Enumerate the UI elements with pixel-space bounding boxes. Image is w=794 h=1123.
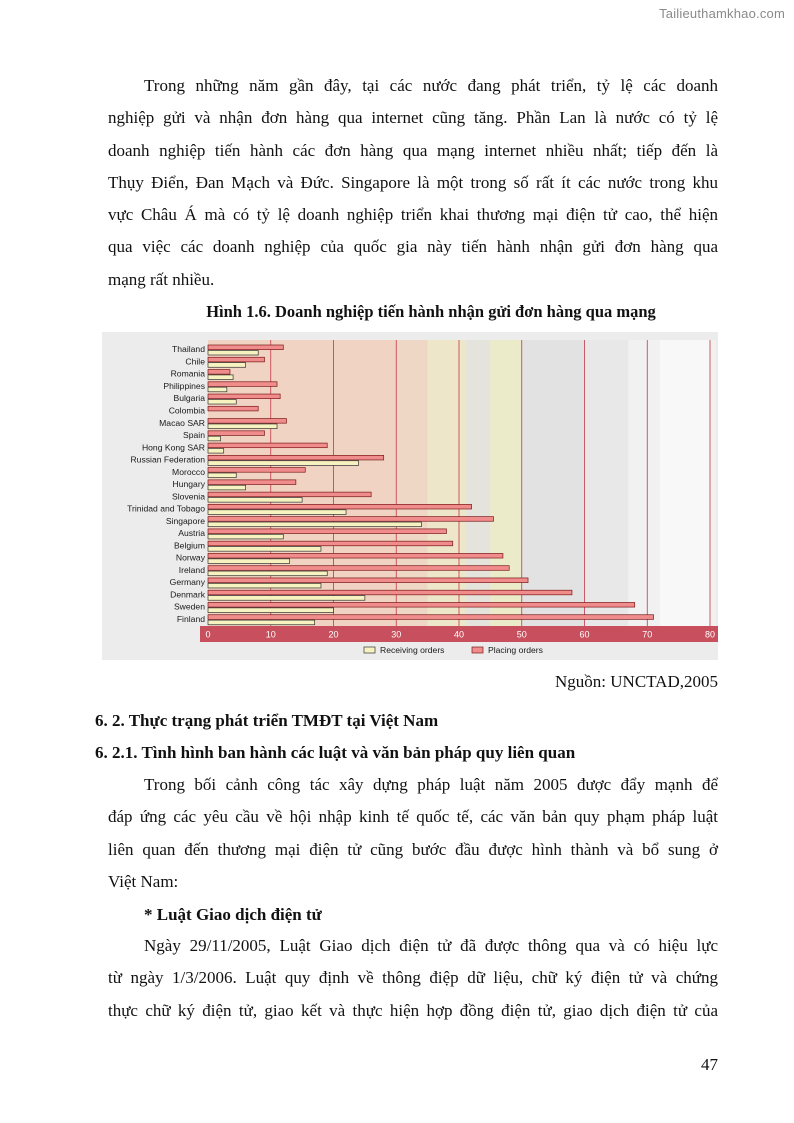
category-label: Belgium bbox=[173, 540, 205, 551]
category-label: Bulgaria bbox=[173, 393, 205, 404]
bar-placing-orders bbox=[208, 406, 258, 411]
legend-label-placing: Placing orders bbox=[488, 645, 543, 655]
category-label: Thailand bbox=[172, 344, 205, 355]
x-tick-label: 30 bbox=[391, 629, 402, 640]
x-tick-label: 0 bbox=[205, 629, 211, 640]
context-line: liên quan đến thương mại điện tử cũng bước đầu được hình thành và bổ sung ở bbox=[108, 839, 718, 859]
bar-receiving-orders bbox=[208, 485, 246, 490]
bar-receiving-orders bbox=[208, 424, 277, 429]
x-tick-label: 80 bbox=[704, 629, 716, 640]
bar-placing-orders bbox=[208, 455, 384, 460]
category-label: Trinidad and Tobago bbox=[127, 503, 205, 514]
x-tick-label: 40 bbox=[453, 629, 465, 640]
category-label: Colombia bbox=[168, 405, 205, 416]
bar-placing-orders bbox=[208, 517, 494, 522]
bar-receiving-orders bbox=[208, 522, 421, 527]
bar-receiving-orders bbox=[208, 571, 327, 576]
intro-line: Thụy Điển, Đan Mạch và Đức. Singapore là một trong số rất ít các nước trong khu bbox=[108, 172, 718, 192]
intro-line: vực Châu Á mà có tỷ lệ doanh nghiệp triển khai thương mại điện tử cao, thể hiện bbox=[108, 205, 718, 225]
context-line: Trong bối cảnh công tác xây dựng pháp luật năm 2005 được đẩy mạnh để bbox=[144, 775, 718, 794]
bar-receiving-orders bbox=[208, 547, 321, 552]
bar-receiving-orders bbox=[208, 608, 334, 613]
bar-placing-orders bbox=[208, 615, 654, 620]
bar-placing-orders bbox=[208, 480, 296, 485]
category-label: Romania bbox=[170, 368, 205, 379]
bar-receiving-orders bbox=[208, 436, 221, 441]
category-label: Hong Kong SAR bbox=[141, 442, 205, 453]
context-paragraph bbox=[108, 769, 718, 898]
bar-placing-orders bbox=[208, 492, 371, 497]
category-label: Ireland bbox=[178, 564, 205, 575]
bar-placing-orders bbox=[208, 590, 572, 595]
category-label: Sweden bbox=[173, 601, 205, 612]
bar-placing-orders bbox=[208, 566, 509, 571]
bar-receiving-orders bbox=[208, 473, 236, 478]
bar-placing-orders bbox=[208, 443, 327, 448]
law-heading: * Luật Giao dịch điện tử bbox=[144, 905, 322, 924]
bar-placing-orders bbox=[208, 357, 264, 362]
bar-receiving-orders bbox=[208, 375, 233, 380]
context-line: Việt Nam: bbox=[108, 871, 179, 891]
bar-placing-orders bbox=[208, 419, 286, 424]
category-label: Denmark bbox=[170, 589, 205, 600]
page-number: 47 bbox=[701, 1055, 718, 1074]
intro-line: nghiệp gửi và nhận đơn hàng qua internet cũng tăng. Phần Lan là nước có tỷ lệ bbox=[108, 108, 718, 128]
section-subheading: 6. 2.1. Tình hình ban hành các luật và văn bản pháp quy liên quan bbox=[95, 743, 576, 762]
bar-placing-orders bbox=[208, 602, 635, 607]
category-label: Singapore bbox=[165, 515, 205, 526]
background-band bbox=[585, 340, 629, 626]
x-tick-label: 10 bbox=[265, 629, 276, 640]
legend-swatch-placing bbox=[472, 647, 483, 653]
law-line: Ngày 29/11/2005, Luật Giao dịch điện tử đã được thông qua và có hiệu lực bbox=[144, 936, 718, 955]
bar-receiving-orders bbox=[208, 620, 315, 625]
bar-placing-orders bbox=[208, 345, 283, 350]
chart-svg bbox=[102, 332, 718, 660]
background-band bbox=[490, 340, 521, 626]
x-tick-label: 70 bbox=[642, 629, 653, 640]
intro-line: Trong những năm gần đây, tại các nước đang phát triển, tỷ lệ các doanh bbox=[144, 76, 718, 95]
legend-swatch-receiving bbox=[364, 647, 375, 653]
bar-receiving-orders bbox=[208, 596, 365, 601]
category-label: Morocco bbox=[172, 466, 205, 477]
category-label: Macao SAR bbox=[159, 417, 205, 428]
law-line: thực chữ ký điện tử, giao kết và thực hiện hợp đồng điện tử, giao dịch điện tử của bbox=[108, 1000, 718, 1020]
bar-placing-orders bbox=[208, 431, 264, 436]
background-band bbox=[660, 340, 710, 626]
section-heading: 6. 2. Thực trạng phát triển TMĐT tại Việt Nam bbox=[95, 711, 439, 730]
bar-receiving-orders bbox=[208, 448, 224, 453]
intro-line: qua việc các doanh nghiệp của quốc gia này tiến hành nhận gửi đơn hàng qua bbox=[108, 237, 718, 257]
intro-paragraph bbox=[108, 70, 718, 296]
category-label: Chile bbox=[185, 356, 205, 367]
category-label: Hungary bbox=[172, 479, 205, 490]
x-tick-label: 60 bbox=[579, 629, 590, 640]
category-label: Germany bbox=[169, 577, 205, 588]
x-tick-label: 50 bbox=[516, 629, 527, 640]
watermark: Tailieuthamkhao.com bbox=[659, 6, 785, 21]
bar-placing-orders bbox=[208, 382, 277, 387]
category-label: Slovenia bbox=[172, 491, 205, 502]
bar-receiving-orders bbox=[208, 363, 246, 368]
bar-receiving-orders bbox=[208, 461, 359, 466]
bar-placing-orders bbox=[208, 553, 503, 558]
bar-placing-orders bbox=[208, 529, 446, 534]
bar-receiving-orders bbox=[208, 510, 346, 515]
intro-line: doanh nghiệp tiến hành các đơn hàng qua mạng internet nhiều nhất; tiếp đến là bbox=[108, 140, 718, 160]
bar-receiving-orders bbox=[208, 559, 290, 564]
background-band bbox=[522, 340, 585, 626]
figure-caption: Hình 1.6. Doanh nghiệp tiến hành nhận gửi đơn hàng qua mạng bbox=[206, 302, 656, 321]
context-line: đáp ứng các yêu cầu về hội nhập kinh tế quốc tế, các văn bản quy phạm pháp luật bbox=[108, 807, 718, 827]
bar-receiving-orders bbox=[208, 350, 258, 355]
bar-placing-orders bbox=[208, 504, 472, 509]
background-band bbox=[428, 340, 466, 626]
law-line: từ ngày 1/3/2006. Luật quy định về thông điệp dữ liệu, chữ ký điện tử và chứng bbox=[108, 968, 718, 988]
category-label: Spain bbox=[183, 430, 205, 441]
bar-placing-orders bbox=[208, 541, 453, 546]
bar-receiving-orders bbox=[208, 399, 236, 404]
category-label: Finland bbox=[176, 613, 205, 624]
background-band bbox=[628, 340, 659, 626]
category-label: Norway bbox=[175, 552, 205, 563]
background-band bbox=[465, 340, 490, 626]
x-tick-label: 20 bbox=[328, 629, 339, 640]
bar-receiving-orders bbox=[208, 387, 227, 392]
category-label: Austria bbox=[178, 528, 205, 539]
intro-line: mạng rất nhiều. bbox=[108, 269, 215, 289]
category-label: Russian Federation bbox=[130, 454, 205, 465]
bar-chart bbox=[102, 332, 718, 660]
bar-receiving-orders bbox=[208, 583, 321, 588]
bar-placing-orders bbox=[208, 370, 230, 375]
background-band bbox=[396, 340, 427, 626]
bar-receiving-orders bbox=[208, 498, 302, 503]
bar-placing-orders bbox=[208, 578, 528, 583]
legend-label-receiving: Receiving orders bbox=[380, 645, 445, 655]
bar-placing-orders bbox=[208, 394, 280, 399]
bar-placing-orders bbox=[208, 468, 305, 473]
figure-source: Nguồn: UNCTAD,2005 bbox=[555, 672, 718, 691]
category-label: Philippines bbox=[163, 380, 205, 391]
law-paragraph bbox=[108, 930, 718, 1027]
bar-receiving-orders bbox=[208, 534, 283, 539]
